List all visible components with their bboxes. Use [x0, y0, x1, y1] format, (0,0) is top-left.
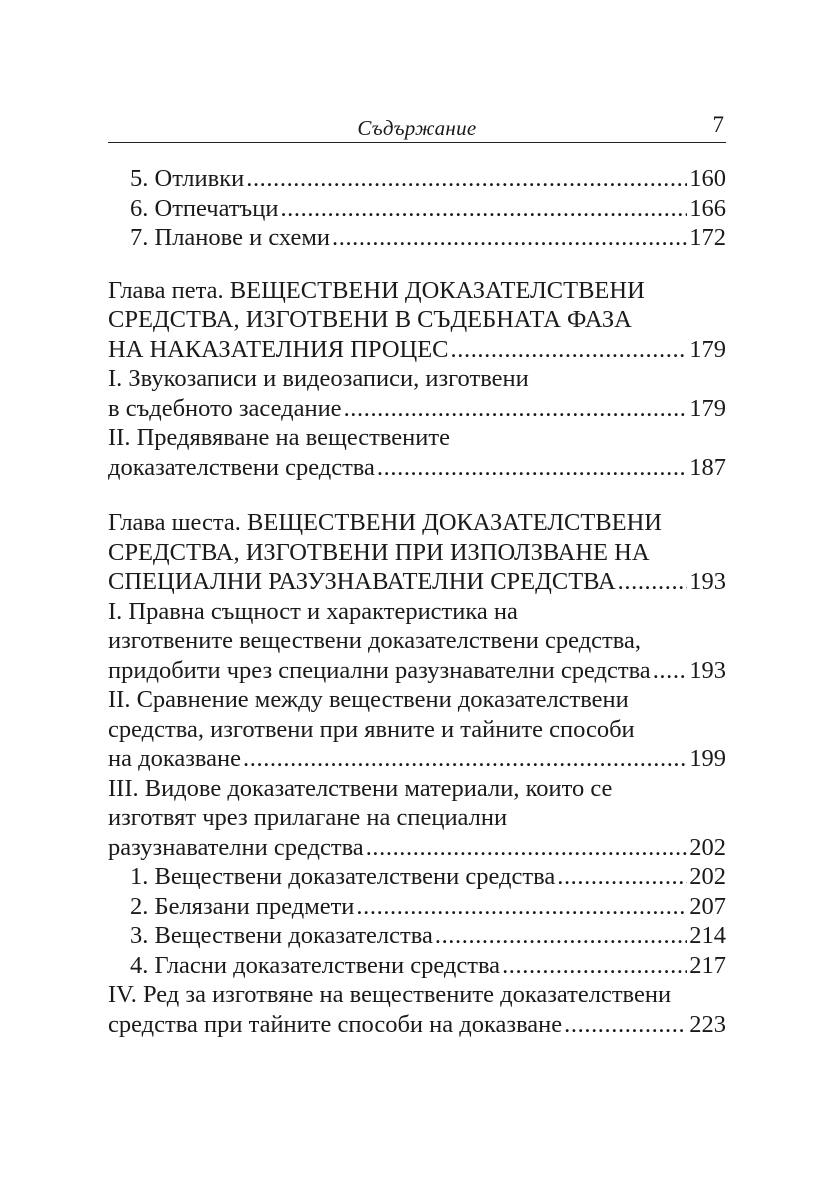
toc-chapter-entry: Глава шеста. ВЕЩЕСТВЕНИ ДОКАЗАТЕЛСТВЕНИ СРЕДСТВА, ИЗГОТВЕНИ ПРИ ИЗПОЛЗВАНЕ НА СПЕЦИАЛНИ РАЗУЗНАВАТЕЛНИ СРЕДСТВА ..... 193	[108, 508, 726, 597]
leader-dots	[564, 1010, 687, 1040]
toc-entry: II. Предявяване на веществените доказателствени средства ..... 187	[108, 423, 726, 482]
toc-entry: I. Правна същност и характеристика на изготвените веществени доказателствени средства, придобити чрез специални разузнавателни средства ..... 193	[108, 597, 726, 686]
toc-entry: III. Видове доказателствени материали, които се изготвят чрез прилагане на специални разузнавателни средства ..... 202	[108, 774, 726, 863]
toc-page-number: 202	[689, 863, 726, 890]
leader-dots	[435, 921, 687, 951]
toc-page-number: 217	[689, 951, 726, 979]
leader-dots	[377, 453, 687, 483]
leader-dots	[366, 833, 688, 863]
header-title: Съдържание	[357, 116, 477, 140]
toc-entry: 6. Отпечатъци ..... 166	[108, 194, 726, 224]
toc-entry: II. Сравнение между веществени доказателствени средства, изготвени при явните и тайните способи на доказване ..... 199	[108, 685, 726, 774]
toc-page-number: 199	[689, 745, 726, 772]
toc-entry: 2. Белязани предмети ..... 207	[108, 892, 726, 922]
toc-page-number: 207	[689, 892, 726, 920]
toc-page-number: 172	[689, 224, 726, 251]
leader-dots	[653, 656, 688, 686]
toc-page-number: 187	[689, 453, 726, 481]
leader-dots	[502, 951, 687, 981]
leader-dots	[280, 194, 687, 224]
toc-entry: IV. Ред за изготвяне на веществените доказателствени средства при тайните способи на доказване ..... 223	[108, 980, 726, 1039]
toc-page-number: 193	[689, 656, 726, 684]
toc-page-number: 214	[689, 922, 726, 949]
leader-dots	[451, 335, 688, 365]
leader-dots	[344, 394, 688, 424]
leader-dots	[618, 567, 688, 597]
toc-page-number: 160	[689, 165, 726, 192]
table-of-contents	[108, 164, 726, 1039]
header-rule	[108, 142, 726, 143]
leader-dots	[243, 744, 687, 774]
toc-page-number: 223	[689, 1010, 726, 1038]
toc-page-number: 202	[689, 833, 726, 861]
running-header	[108, 110, 726, 138]
toc-entry: 3. Веществени доказателства ..... 214	[108, 921, 726, 951]
toc-entry: I. Звукозаписи и видеозаписи, изготвени в съдебното заседание ..... 179	[108, 364, 726, 423]
leader-dots	[557, 862, 687, 892]
toc-entry: 7. Планове и схеми ..... 172	[108, 223, 726, 253]
leader-dots	[332, 223, 687, 253]
leader-dots	[246, 164, 687, 194]
toc-page-number: 179	[689, 394, 726, 422]
toc-entry: 4. Гласни доказателствени средства ..... 217	[108, 951, 726, 981]
toc-page-number: 193	[689, 568, 726, 595]
toc-page-number: 179	[689, 335, 726, 363]
toc-page-number: 166	[689, 194, 726, 222]
toc-chapter-entry: Глава пета. ВЕЩЕСТВЕНИ ДОКАЗАТЕЛСТВЕНИ СРЕДСТВА, ИЗГОТВЕНИ В СЪДЕБНАТА ФАЗА НА НАКАЗАТЕЛНИЯ ПРОЦЕС ..... 179	[108, 276, 726, 365]
leader-dots	[356, 892, 687, 922]
header-page-number: 7	[712, 112, 724, 137]
toc-entry: 5. Отливки ..... 160	[108, 164, 726, 194]
toc-entry: 1. Веществени доказателствени средства ..... 202	[108, 862, 726, 892]
